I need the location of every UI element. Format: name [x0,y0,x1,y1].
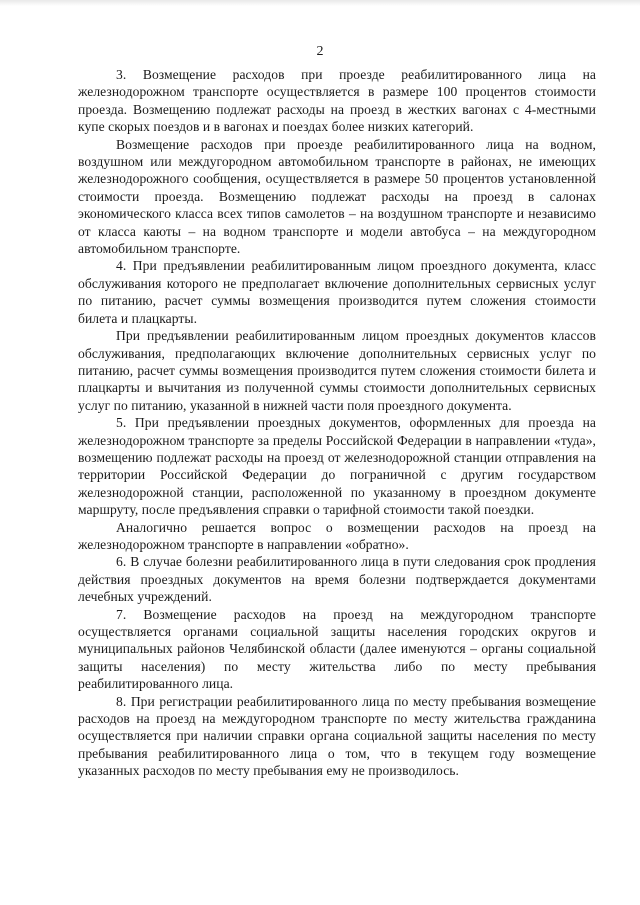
paragraph-8: 8. При регистрации реабилитированного лица по месту пребывания возмещение расходов на проезд на междугородном транспорте по месту жительства гражданина осуществляется при наличии справки органа социальной защиты населения по месту пребывания реабилитированного лица о том, что в текущем году возмещение указанных расходов по месту пребывания ему не производилось. [78,693,596,779]
paragraph-5: 5. При предъявлении проездных документов, оформленных для проезда на железнодорожном транспорте за пределы Российской Федерации в направлении «туда», возмещению подлежат расходы на проезд от железнодорожной станции отправления на территории Российской Федерации до пограничной с другим государством железнодорожной станции, расположенной по указанному в проездном документе маршруту, после предъявления справки о тарифной стоимости такой поездки. [78,415,596,518]
scan-edge [0,0,640,6]
paragraph-4-continued: При предъявлении реабилитированным лицом проездных документов классов обслуживания, предполагающих включение дополнительных сервисных услуг по питанию, расчет суммы возмещения производится путем сложения стоимости билета и плацкарты и вычитания из полученной суммы стоимости дополнительных сервисных услуг по питанию, указанной в нижней части поля проездного документа. [78,328,596,413]
document-body [78,66,596,780]
paragraph-3: 3. Возмещение расходов при проезде реабилитированного лица на железнодорожном транспорте осуществляется в размере 100 процентов стоимости проезда. Возмещению подлежат расходы на проезд в жестких вагонах с 4-местными купе скорых поездов и в вагонах и поездах более низких категорий. [78,67,596,135]
page-number: 2 [316,44,324,59]
paragraph-3-continued: Возмещение расходов при проезде реабилитированного лица на водном, воздушном или междугородном автомобильном транспорте в районах, не имеющих железнодорожного сообщения, осуществляется в размере 50 процентов установленной стоимости проезда. Возмещению подлежат расходы на проезд в салонах экономического класса всех типов самолетов – на воздушном транспорте и независимо от класса каюты – на водном транспорте и модели автобуса – на междугородном автомобильном транспорте. [78,136,596,257]
paragraph-6: 6. В случае болезни реабилитированного лица в пути следования срок продления действия проездных документов на время болезни подтверждается документами лечебных учреждений. [78,554,596,605]
paragraph-4: 4. При предъявлении реабилитированным лицом проездного документа, класс обслуживания которого не предполагает включение дополнительных сервисных услуг по питанию, расчет суммы возмещения производится путем сложения стоимости билета и плацкарты. [78,258,596,326]
paragraph-5-continued: Аналогично решается вопрос о возмещении расходов на проезд на железнодорожном транспорте в направлении «обратно». [78,519,596,552]
paragraph-7: 7. Возмещение расходов на проезд на междугородном транспорте осуществляется органами социальной защиты населения городских округов и муниципальных районов Челябинской области (далее именуются – органы социальной защиты населения) по месту жительства либо по месту пребывания реабилитированного лица. [78,606,596,692]
